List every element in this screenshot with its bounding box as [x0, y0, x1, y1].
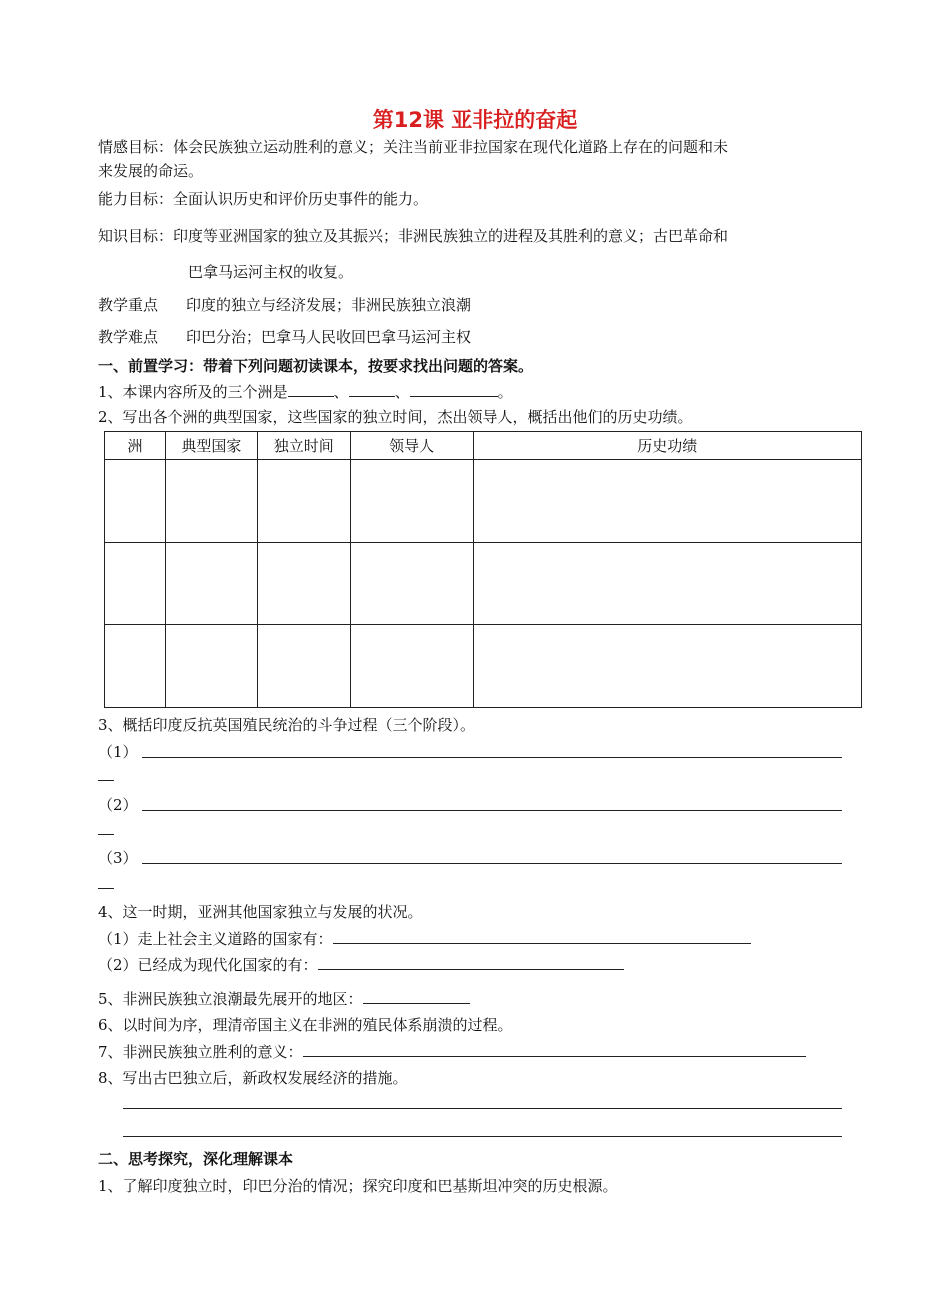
answer-line-q3-1[interactable]: [142, 757, 842, 758]
header-leader: 领导人: [350, 432, 473, 460]
emotion-goal: [98, 137, 728, 157]
separator: 、: [394, 383, 410, 401]
ability-goal-text: 全面认识历史和评价历史事件的能力。: [173, 190, 429, 208]
table-cell[interactable]: [350, 542, 473, 625]
table-cell[interactable]: [350, 460, 473, 543]
question-5-text: 5、非洲民族独立浪潮最先展开的地区：: [98, 990, 363, 1008]
teaching-difficulty: [98, 327, 471, 347]
section2-heading: 二、思考探究，深化理解课本: [98, 1150, 294, 1168]
answer-table: [104, 431, 862, 708]
lesson-title: 第12课 亚非拉的奋起: [372, 108, 578, 132]
emotion-goal-text-1: 体会民族独立运动胜利的意义；关注当前亚非拉国家在现代化道路上存在的问题和未: [173, 138, 729, 156]
question-4: 4、这一时期，亚洲其他国家独立与发展的状况。: [98, 903, 423, 921]
question-7-text: 7、非洲民族独立胜利的意义：: [98, 1043, 303, 1061]
q3-item-2-label: （2）: [98, 796, 138, 814]
table-cell[interactable]: [473, 625, 862, 708]
section1-heading: 一、前置学习：带着下列问题初读课本，按要求找出问题的答案。: [98, 357, 534, 375]
teaching-key: [98, 295, 471, 315]
table-cell[interactable]: [105, 625, 166, 708]
table-cell[interactable]: [165, 460, 257, 543]
table-row: [105, 460, 862, 543]
teaching-difficulty-text: 印巴分治；巴拿马人民收回巴拿马运河主权: [186, 328, 472, 346]
answer-line-q3-3[interactable]: [142, 863, 842, 864]
question-4-1: [98, 929, 751, 949]
knowledge-goal-label: 知识目标：: [98, 227, 174, 245]
teaching-key-text: 印度的独立与经济发展；非洲民族独立浪潮: [186, 296, 472, 314]
table-cell[interactable]: [165, 625, 257, 708]
question-3: 3、概括印度反抗英国殖民统治的斗争过程（三个阶段）。: [98, 716, 476, 734]
answer-blank-2[interactable]: [349, 382, 395, 397]
header-continent: 洲: [105, 432, 166, 460]
answer-line-q8-1[interactable]: [123, 1108, 842, 1109]
answer-blank-significance[interactable]: [303, 1042, 806, 1057]
question-1-text: 1、本课内容所及的三个洲是: [98, 383, 288, 401]
answer-blank-region[interactable]: [363, 989, 470, 1004]
header-country: 典型国家: [165, 432, 257, 460]
knowledge-goal-cont: 巴拿马运河主权的收复。: [188, 263, 354, 281]
question-6: 6、以时间为序，理清帝国主义在非洲的殖民体系崩溃的过程。: [98, 1016, 513, 1034]
question-8: 8、写出古巴独立后，新政权发展经济的措施。: [98, 1069, 408, 1087]
period: 。: [497, 383, 513, 401]
knowledge-goal-text-1: 印度等亚洲国家的独立及其振兴；非洲民族独立的进程及其胜利的意义；古巴革命和: [173, 227, 729, 245]
question-4-2: [98, 955, 624, 975]
table-cell[interactable]: [473, 460, 862, 543]
section2-question-1: 1、了解印度独立时，印巴分治的情况；探究印度和巴基斯坦冲突的历史根源。: [98, 1177, 618, 1195]
table-cell[interactable]: [257, 542, 350, 625]
knowledge-goal: [98, 226, 728, 246]
teaching-difficulty-label: 教学难点: [98, 328, 159, 346]
separator: 、: [333, 383, 349, 401]
answer-blank-modern-countries[interactable]: [318, 955, 624, 970]
question-4-1-text: （1）走上社会主义道路的国家有：: [98, 930, 333, 948]
header-independence-time: 独立时间: [257, 432, 350, 460]
table-cell[interactable]: [257, 625, 350, 708]
emotion-goal-cont: 来发展的命运。: [98, 162, 204, 180]
emotion-goal-label: 情感目标：: [98, 138, 174, 156]
table-cell[interactable]: [257, 460, 350, 543]
table-cell[interactable]: [165, 542, 257, 625]
question-1: [98, 382, 513, 402]
question-7: [98, 1042, 806, 1062]
answer-blank-3[interactable]: [410, 382, 498, 397]
answer-line-stub: [98, 780, 114, 781]
q3-item-3-label: （3）: [98, 849, 138, 867]
table-row: [105, 542, 862, 625]
ability-goal-label: 能力目标：: [98, 190, 174, 208]
ability-goal: [98, 189, 428, 209]
table-row: [105, 625, 862, 708]
answer-line-stub: [98, 834, 114, 835]
table-header-row: [105, 432, 862, 460]
table-cell[interactable]: [473, 542, 862, 625]
question-2: 2、写出各个洲的典型国家，这些国家的独立时间，杰出领导人，概括出他们的历史功绩。: [98, 408, 693, 426]
q3-item-1-label: （1）: [98, 743, 138, 761]
answer-blank-socialist-countries[interactable]: [333, 929, 751, 944]
answer-line-q3-2[interactable]: [142, 810, 842, 811]
question-4-2-text: （2）已经成为现代化国家的有：: [98, 956, 318, 974]
question-5: [98, 989, 470, 1009]
table-cell[interactable]: [105, 460, 166, 543]
table-cell[interactable]: [105, 542, 166, 625]
answer-line-stub: [98, 888, 114, 889]
header-achievement: 历史功绩: [473, 432, 862, 460]
teaching-key-label: 教学重点: [98, 296, 159, 314]
answer-blank-1[interactable]: [288, 382, 334, 397]
answer-line-q8-2[interactable]: [123, 1136, 842, 1137]
table-cell[interactable]: [350, 625, 473, 708]
